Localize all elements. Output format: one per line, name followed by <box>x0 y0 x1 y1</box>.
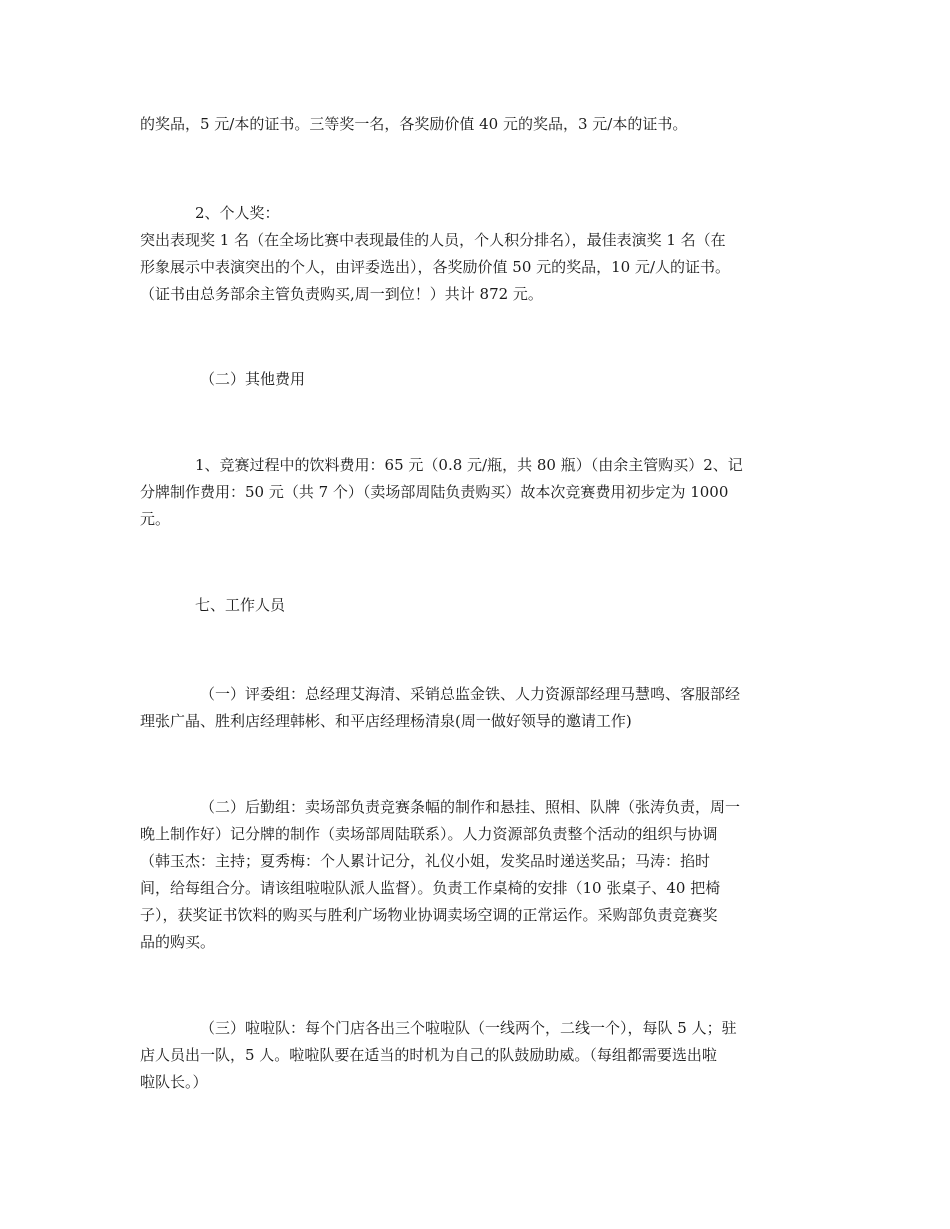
text-line: 晚上制作好）记分牌的制作（卖场部周陆联系）。人力资源部负责整个活动的组织与协调 <box>140 825 718 843</box>
text-line: （二）后勤组：卖场部负责竞赛条幅的制作和悬挂、照相、队牌（张涛负责，周一 <box>200 798 741 816</box>
text-line: 品的购买。 <box>140 933 216 951</box>
text-line: （韩玉杰：主持；夏秀梅：个人累计记分，礼仪小姐，发奖品时递送奖品；马涛：掐时 <box>140 852 711 870</box>
text-line: 突出表现奖 1 名（在全场比赛中表现最佳的人员，个人积分排名），最佳表演奖 1 名（在 <box>140 231 726 249</box>
text-line: （一）评委组：总经理艾海清、采销总监金铁、人力资源部经理马慧鸣、客服部经 <box>200 685 741 703</box>
text-line: 形象展示中表演突出的个人，由评委选出），各奖励价值 50 元的奖品，10 元/人的证书。 <box>140 258 731 276</box>
paragraph-logistics <box>140 794 815 956</box>
text-line: 2、个人奖： <box>195 204 280 222</box>
text-line: 七、工作人员 <box>195 596 286 614</box>
section-heading-other-costs <box>140 366 815 393</box>
text-line: 元。 <box>140 510 171 528</box>
paragraph-judges <box>140 681 815 735</box>
paragraph-individual-awards <box>140 200 815 308</box>
text-line: 理张广晶、胜利店经理韩彬、和平店经理杨清泉(周一做好领导的邀请工作) <box>140 712 632 730</box>
section-heading-staff <box>140 592 815 619</box>
text-line: （二）其他费用 <box>200 370 306 388</box>
paragraph-other-costs <box>140 452 815 533</box>
text-line: （三）啦啦队：每个门店各出三个啦啦队（一线两个，二线一个），每队 5 人；驻 <box>200 1019 737 1037</box>
text-line: 间，给每组合分。请该组啦啦队派人监督）。负责工作桌椅的安排（10 张桌子、40 把椅 <box>140 879 721 897</box>
text-line: 店人员出一队，5 人。啦啦队要在适当的时机为自己的队鼓励助威。（每组都需要选出啦 <box>140 1046 717 1064</box>
text-line: （证书由总务部余主管负责购买,周一到位！）共计 872 元。 <box>140 285 543 303</box>
text-line: 啦队长。） <box>140 1073 208 1091</box>
paragraph-cheerleaders <box>140 1015 815 1096</box>
text-line: 子），获奖证书饮料的购买与胜利广场物业协调卖场空调的正常运作。采购部负责竞赛奖 <box>140 906 718 924</box>
paragraph-prize-continuation <box>140 111 815 138</box>
text-line: 1、竞赛过程中的饮料费用：65 元（0.8 元/瓶，共 80 瓶）（由余主管购买）2、记 <box>195 456 743 474</box>
text-line: 的奖品，5 元/本的证书。三等奖一名，各奖励价值 40 元的奖品，3 元/本的证书。 <box>140 115 688 133</box>
text-line: 分牌制作费用：50 元（共 7 个）（卖场部周陆负责购买）故本次竞赛费用初步定为 1000 <box>140 483 729 501</box>
